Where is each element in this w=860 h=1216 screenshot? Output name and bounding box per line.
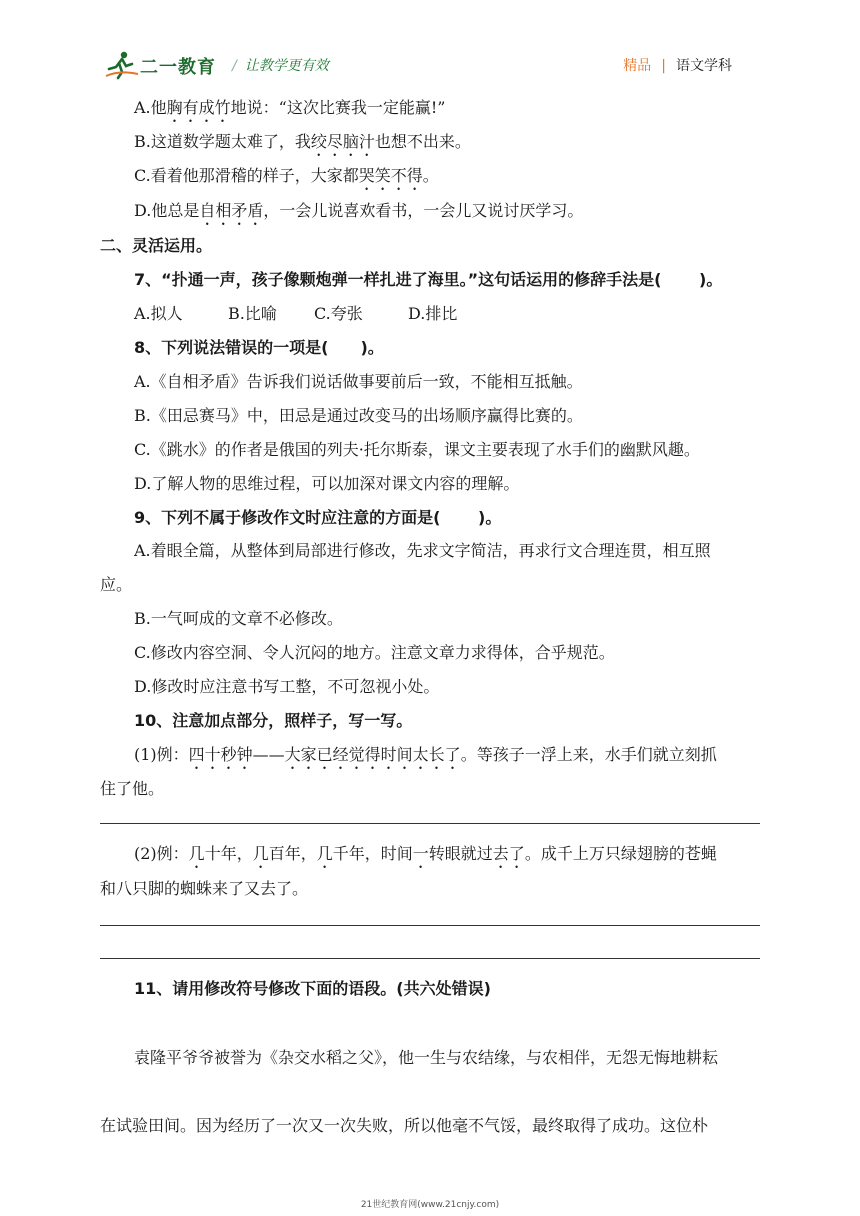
q7-stem: 7、“扑通一声，孩子像颗炮弹一样扎进了海里。”这句话运用的修辞手法是( )。 — [134, 270, 723, 289]
q8-option-c: C.《跳水》的作者是俄国的列夫·托尔斯泰，课文主要表现了水手们的幽默风趣。 — [134, 440, 700, 459]
q7-option-d: D.排比 — [408, 304, 458, 323]
q10-ex2-text-1: 十年， — [204, 844, 253, 863]
answer-line-1[interactable] — [100, 823, 760, 824]
subject-label: 语文学科 — [676, 58, 732, 74]
logo-text: 二一教育 — [140, 57, 216, 78]
q9-option-c: C.修改内容空洞、令人沉闷的地方。注意文章力求得体，合乎规范。 — [134, 643, 615, 662]
prev-option-c-text: C.看着他那滑稽的样子，大家都哭笑不得。 — [134, 166, 439, 185]
q11-paragraph-line1: 袁隆平爷爷被誉为《杂交水稻之父》，他一生与农结缘，与农相伴，无怨无悔地耕耘 — [134, 1048, 719, 1067]
prev-option-a-text: A.他胸有成竹地说：“这次比赛我一定能赢!” — [134, 98, 446, 117]
header-right — [623, 55, 732, 75]
q7-option-c: C.夸张 — [314, 304, 363, 323]
q9-option-a-line2: 应。 — [100, 575, 133, 594]
q10-ex2-dot-5: 去了 — [492, 844, 525, 863]
runner-logo-icon — [104, 50, 140, 80]
page-header — [0, 0, 860, 90]
logo — [104, 50, 222, 80]
q10-ex2-text-2: 百年， — [268, 844, 317, 863]
q10-example-1-line2: 住了他。 — [100, 779, 165, 798]
q9-option-b: B.一气呵成的文章不必修改。 — [134, 609, 343, 628]
q10-ex2-text-3: 千年，时间 — [332, 844, 413, 863]
q7-option-a: A.拟人 — [134, 304, 183, 323]
q10-ex1-rest: 。等孩子一浮上来，水手们就立刻抓 — [460, 745, 717, 764]
q10-ex1-prefix: (1)例： — [134, 745, 189, 764]
q10-ex2-dot-2: 几 — [252, 844, 269, 863]
q10-ex2-dot-4: 一 — [412, 844, 429, 863]
prev-option-a — [134, 95, 445, 126]
q10-example-1 — [134, 742, 717, 773]
q10-stem: 10、注意加点部分，照样子，写一写。 — [134, 711, 413, 730]
q9-option-a-line1: A.着眼全篇，从整体到局部进行修改，先求文字简洁，再求行文合理连贯，相互照 — [134, 541, 711, 560]
q10-ex2-dot-1: 几 — [188, 844, 205, 863]
q10-example-2-line2: 和八只脚的蜘蛛来了又去了。 — [100, 879, 309, 898]
answer-line-3[interactable] — [100, 958, 760, 959]
slash-divider: / — [232, 58, 237, 74]
prev-option-c — [134, 163, 439, 194]
q8-option-a: A.《自相矛盾》告诉我们说话做事要前后一致，不能相互抵触。 — [134, 372, 583, 391]
header-slogan — [232, 55, 329, 75]
section-2-title: 二、灵活运用。 — [100, 236, 213, 255]
q9-option-d: D.修改时应注意书写工整，不可忽视小处。 — [134, 677, 440, 696]
q10-example-2 — [134, 841, 717, 872]
prev-option-d-text: D.他总是自相矛盾，一会儿说喜欢看书，一会儿又说讨厌学习。 — [134, 201, 584, 220]
q10-ex2-text-4: 转眼就过 — [428, 844, 493, 863]
prev-option-b — [134, 129, 471, 160]
header-separator: | — [661, 58, 666, 74]
q8-option-d: D.了解人物的思维过程，可以加深对课文内容的理解。 — [134, 474, 520, 493]
page-footer: 21世纪教育网(www.21cnjy.com) — [360, 1200, 500, 1210]
q10-ex2-text-5: 。成千上万只绿翅膀的苍蝇 — [524, 844, 717, 863]
premium-label: 精品 — [623, 58, 652, 74]
q11-paragraph-line2: 在试验田间。因为经历了一次又一次失败，所以他毫不气馁，最终取得了成功。这位朴 — [100, 1116, 709, 1135]
q7-options — [134, 301, 457, 324]
q10-ex2-dot-3: 几 — [316, 844, 333, 863]
prev-option-b-text: B.这道数学题太难了，我绞尽脑汁也想不出来。 — [134, 132, 471, 151]
answer-line-2[interactable] — [100, 925, 760, 926]
q8-option-b: B.《田忌赛马》中，田忌是通过改变马的出场顺序赢得比赛的。 — [134, 406, 583, 425]
q10-ex2-prefix: (2)例： — [134, 844, 189, 863]
q10-ex1-dotted: 四十秒钟——大家已经觉得时间太长了 — [188, 745, 461, 764]
q9-stem: 9、下列不属于修改作文时应注意的方面是( )。 — [134, 508, 502, 527]
q11-stem: 11、请用修改符号修改下面的语段。(共六处错误) — [134, 979, 491, 998]
q7-option-b: B.比喻 — [228, 304, 277, 323]
q8-stem: 8、下列说法错误的一项是( )。 — [134, 338, 384, 357]
slogan-text: 让教学更有效 — [244, 58, 329, 74]
prev-option-d — [134, 198, 583, 229]
